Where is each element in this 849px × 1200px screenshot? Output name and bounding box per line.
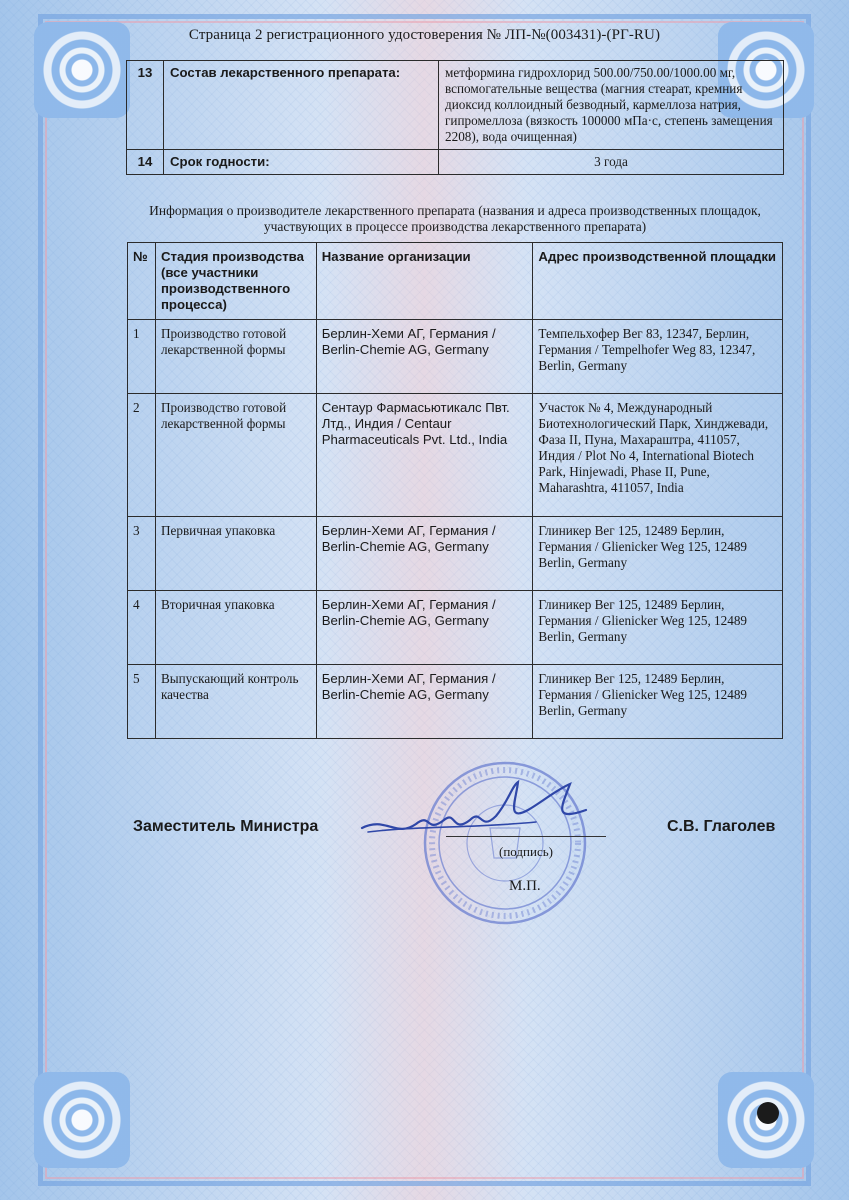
address-cell: Глиникер Вег 125, 12489 Берлин, Германия / Glienicker Weg 125, 12489 Berlin, Germany <box>533 517 783 591</box>
row-label: Состав лекарственного препарата: <box>164 61 439 150</box>
row-number: 5 <box>128 665 156 739</box>
row-number: 1 <box>128 320 156 394</box>
table-header-row <box>128 243 783 320</box>
manufacturer-info-heading: Информация о производителе лекарственного препарата (названия и адреса производственных площадок, участвующих в процессе производства лекарственного препарата) <box>149 203 761 234</box>
signature-caption: (подпись) <box>499 844 553 859</box>
table-row <box>128 517 783 591</box>
table-row <box>128 591 783 665</box>
row-number: 2 <box>128 394 156 517</box>
organization-cell: Берлин-Хеми АГ, Германия / Berlin-Chemie AG, Germany <box>316 591 533 665</box>
signature-line <box>446 836 606 837</box>
address-cell: Участок № 4, Международный Биотехнологический Парк, Хинджевади, Фаза II, Пуна, Махараштра, 411057, Индия / Plot No 4, International Biotech Park, Hinjewadi, Phase II, Pune, Maharashtra, 411057, India <box>533 394 783 517</box>
row-number: 3 <box>128 517 156 591</box>
punch-hole <box>757 1102 779 1124</box>
column-header: Стадия производства (все участники производственного процесса) <box>155 243 316 320</box>
shelf-life-value: 3 года <box>439 150 784 175</box>
composition-table <box>126 60 784 175</box>
address-cell: Темпельхофер Вег 83, 12347, Берлин, Германия / Tempelhofer Weg 83, 12347, Berlin, Germany <box>533 320 783 394</box>
signer-name: С.В. Глаголев <box>667 818 776 835</box>
column-header: № <box>128 243 156 320</box>
composition-value: метформина гидрохлорид 500.00/750.00/1000.00 мг, вспомогательные вещества (магния стеарат, кремния диоксид коллоидный безводный, кармеллоза натрия, гипромеллоза (вязкость 100000 мПа·с, степень замещения 2208), вода очищенная) <box>439 61 784 150</box>
address-cell: Глиникер Вег 125, 12489 Берлин, Германия / Glienicker Weg 125, 12489 Berlin, Germany <box>533 591 783 665</box>
signer-position: Заместитель Министра <box>133 818 319 835</box>
organization-cell: Берлин-Хеми АГ, Германия / Berlin-Chemie AG, Germany <box>316 320 533 394</box>
stage-cell: Вторичная упаковка <box>155 591 316 665</box>
row-number: 14 <box>127 150 164 175</box>
organization-cell: Берлин-Хеми АГ, Германия / Berlin-Chemie AG, Germany <box>316 665 533 739</box>
stage-cell: Производство готовой лекарственной формы <box>155 394 316 517</box>
organization-cell: Берлин-Хеми АГ, Германия / Berlin-Chemie AG, Germany <box>316 517 533 591</box>
row-label: Срок годности: <box>164 150 439 175</box>
column-header: Адрес производственной площадки <box>533 243 783 320</box>
stage-cell: Производство готовой лекарственной формы <box>155 320 316 394</box>
row-number: 13 <box>127 61 164 150</box>
table-row <box>127 150 784 175</box>
column-header: Название организации <box>316 243 533 320</box>
table-row <box>128 394 783 517</box>
table-row <box>127 61 784 150</box>
address-cell: Глиникер Вег 125, 12489 Берлин, Германия / Glienicker Weg 125, 12489 Berlin, Germany <box>533 665 783 739</box>
stage-cell: Выпускающий контроль качества <box>155 665 316 739</box>
row-number: 4 <box>128 591 156 665</box>
page-title: Страница 2 регистрационного удостоверения № ЛП-№(003431)-(РГ-RU) <box>188 27 661 43</box>
table-row <box>128 665 783 739</box>
production-sites-table <box>127 242 783 739</box>
stage-cell: Первичная упаковка <box>155 517 316 591</box>
table-row <box>128 320 783 394</box>
organization-cell: Сентаур Фармасьютикалс Пвт. Лтд., Индия / Centaur Pharmaceuticals Pvt. Ltd., India <box>316 394 533 517</box>
ornament-rosette-bottom-left <box>34 1072 130 1168</box>
seal-label: М.П. <box>509 878 541 894</box>
